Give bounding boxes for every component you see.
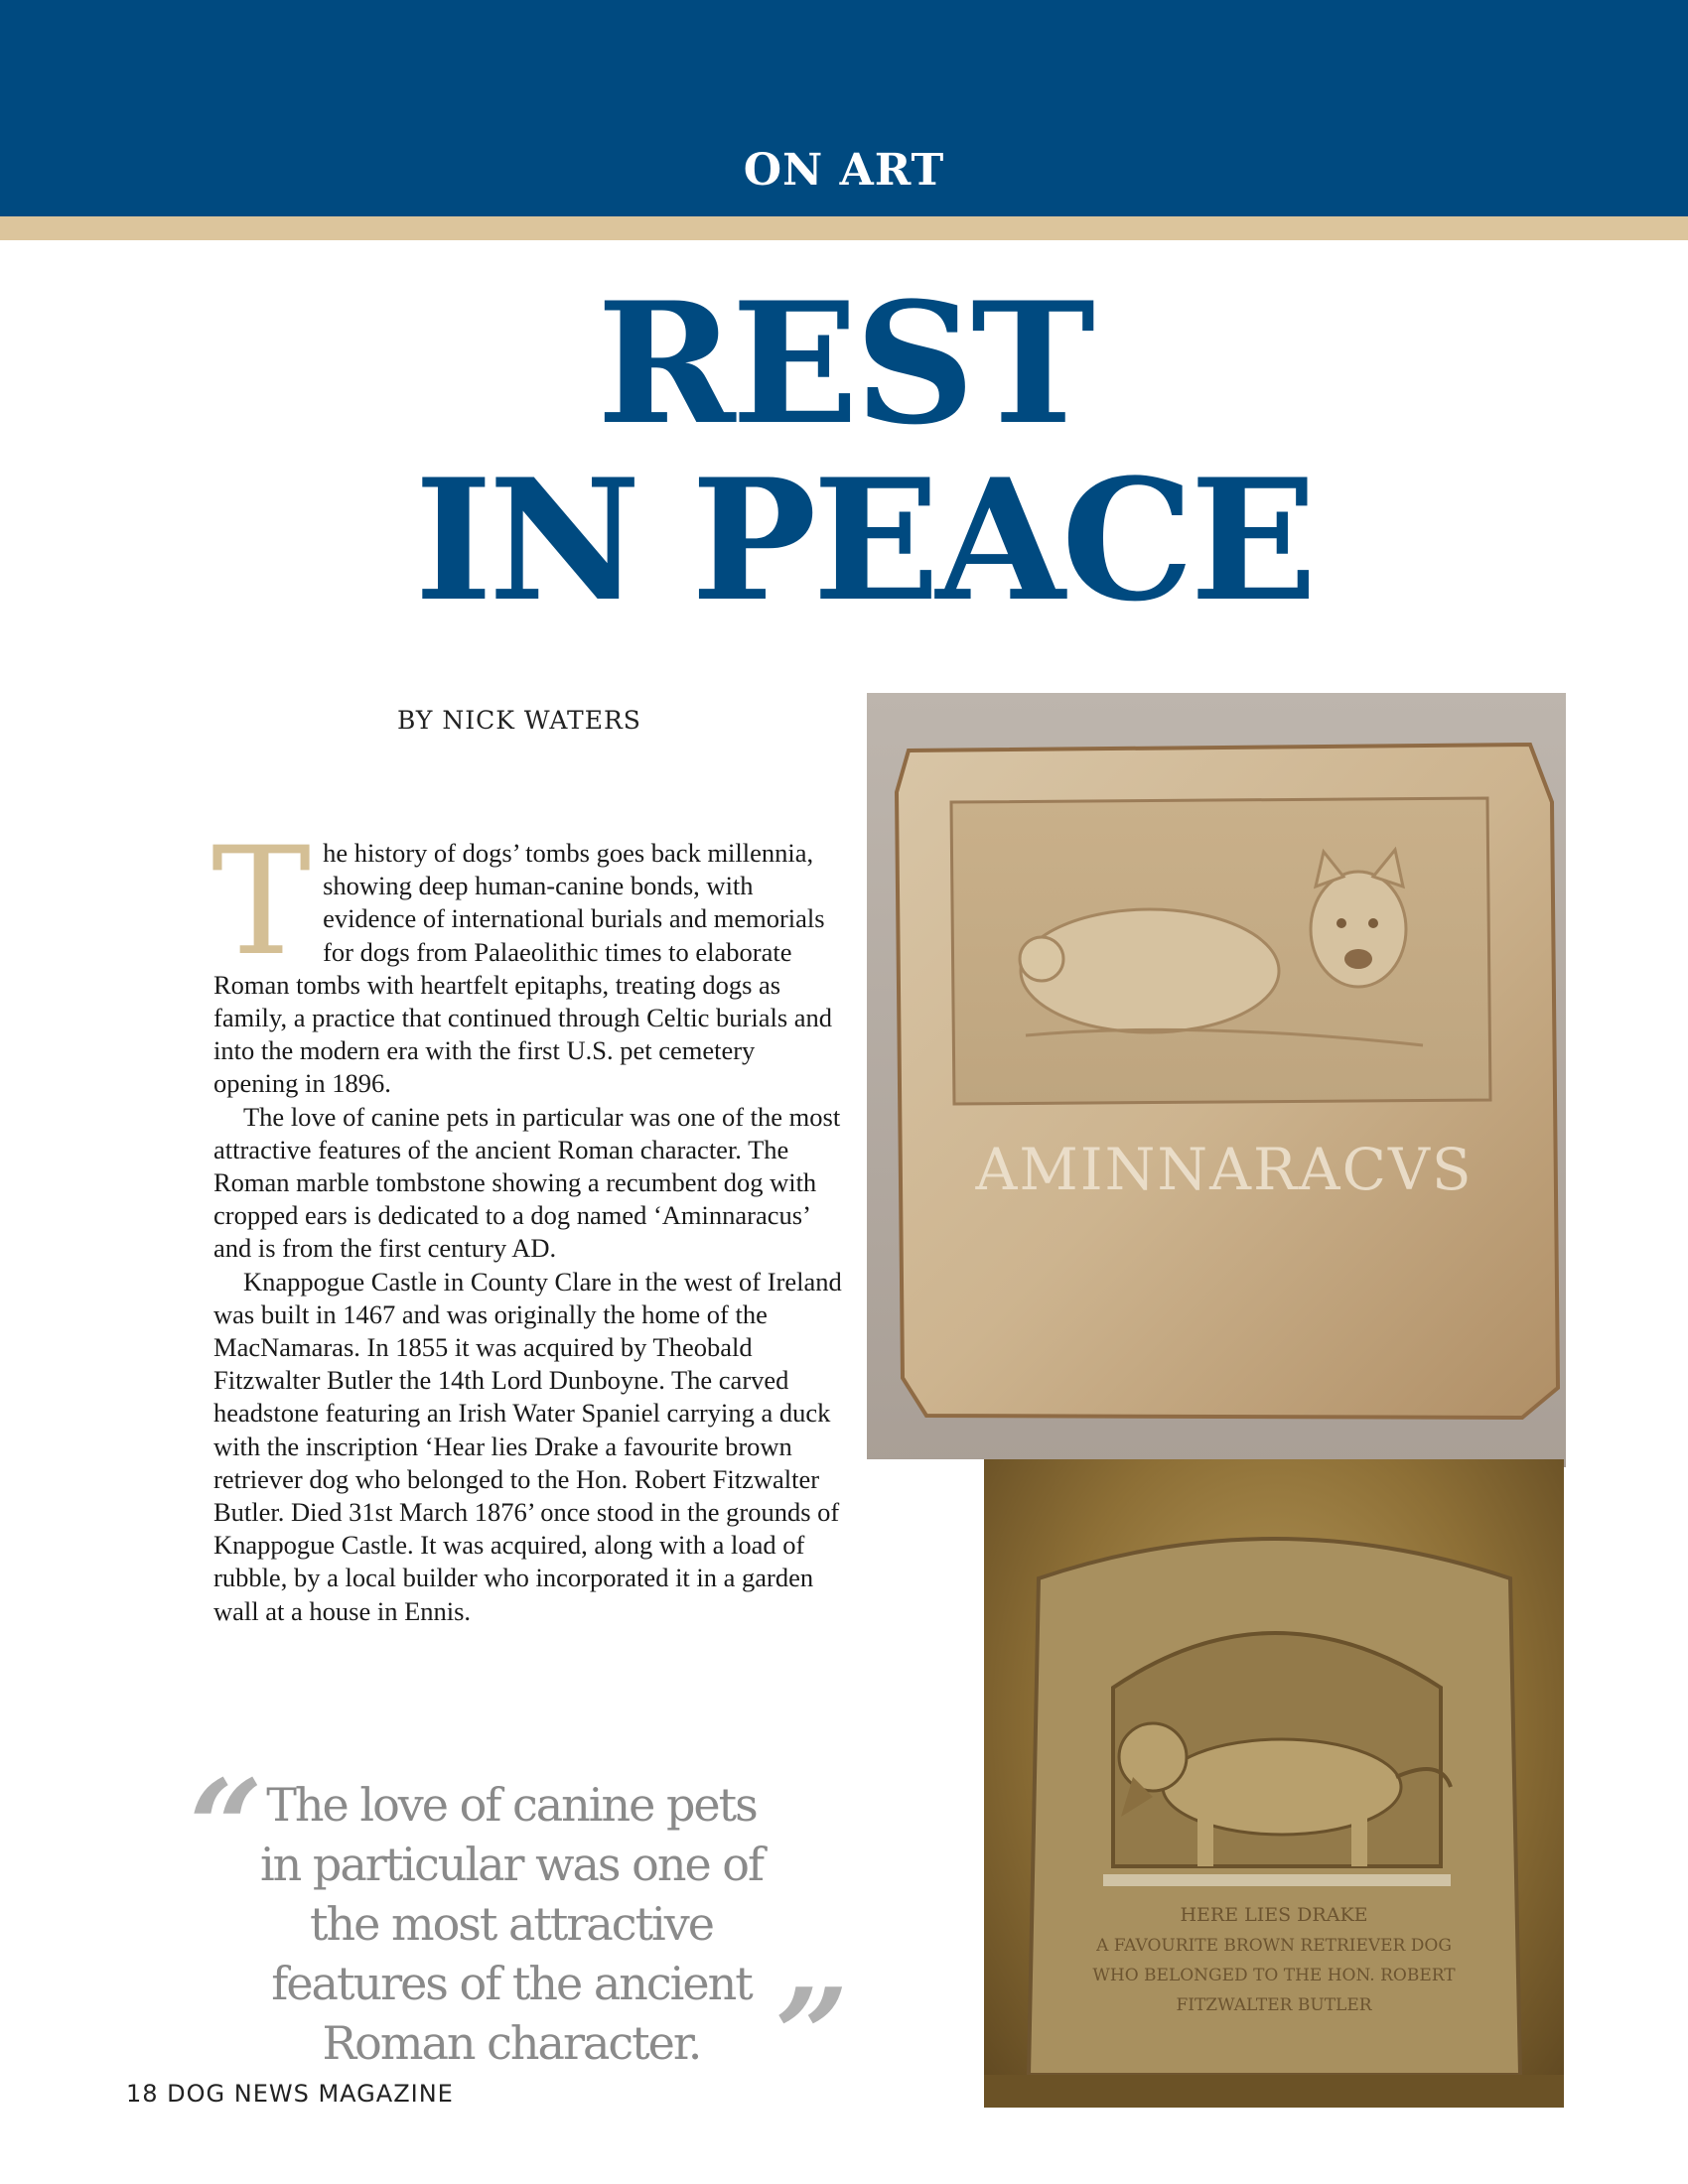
close-quote-mark: ” [774, 1960, 849, 2112]
irish-headstone-photo [984, 1459, 1564, 2108]
spaniel-relief-icon [984, 1459, 1564, 2108]
pull-quote-text: The love of canine pets in particular was one of the most attractive features of the ancient Roman character. [259, 1778, 764, 2070]
photo-gap [867, 1459, 984, 1467]
drop-cap: T [211, 816, 312, 989]
article-paragraph: The history of dogs’ tombs goes back millennia, showing deep human-canine bonds, with evidence of international burials and memorials for dogs from Palaeolithic times to elaborate Roman tombs with heartfelt epitaphs, treating dogs as family, a practice that continued through Celtic burials and into the modern era with the first U.S. pet cemetery opening in 1896. [211, 816, 833, 1099]
headstone-inscription-line: A FAVOURITE BROWN RETRIEVER DOG [1096, 1936, 1452, 1956]
byline: BY NICK WATERS [397, 706, 641, 735]
headstone-inscription-line: HERE LIES DRAKE [1180, 1904, 1368, 1926]
article-paragraph: Knappogue Castle in County Clare in the west of Ireland was built in 1467 and was originally the home of the MacNamaras. In 1855 it was acquired by Theobald Fitzwalter Butler the 14th Lord Dunboyne. The carved headstone featuring an Irish Water Spaniel carrying a duck with the inscription ‘Hear lies Drake a favourite brown retriever dog who belonged to the Hon. Robert Fitzwalter Butler. Died 31st March 1876’ once stood in the grounds of Knappogue Castle. It was acquired, along with a load of rubble, by a local builder who incorporated it in a garden wall at a house in Ennis. [213, 1266, 842, 1626]
headline-line-2: IN PEACE [414, 442, 1314, 638]
headstone-inscription-line: FITZWALTER BUTLER [1176, 1995, 1372, 2015]
section-label: ON ART [743, 145, 945, 196]
article-paragraph: The love of canine pets in particular was one of the most attractive features of the ancient Roman character. The Roman marble tombstone showing a recumbent dog with cropped ears is dedicated to a dog named ‘Aminnaracus’ and is from the first century AD. [213, 1101, 841, 1264]
headline-line-1: REST [596, 265, 1091, 462]
article-body [211, 816, 844, 1628]
page-footer: 18 DOG NEWS MAGAZINE [126, 2080, 454, 2108]
dog-relief-icon [867, 693, 1566, 1467]
headstone-inscription-line: WHO BELONGED TO THE HON. ROBERT [1092, 1966, 1456, 1985]
open-quote-mark: “ [189, 1751, 263, 1903]
roman-tombstone-photo [867, 693, 1566, 1467]
header-stripe [0, 216, 1688, 240]
tombstone-inscription: AMINNARACVS [975, 1136, 1474, 1203]
